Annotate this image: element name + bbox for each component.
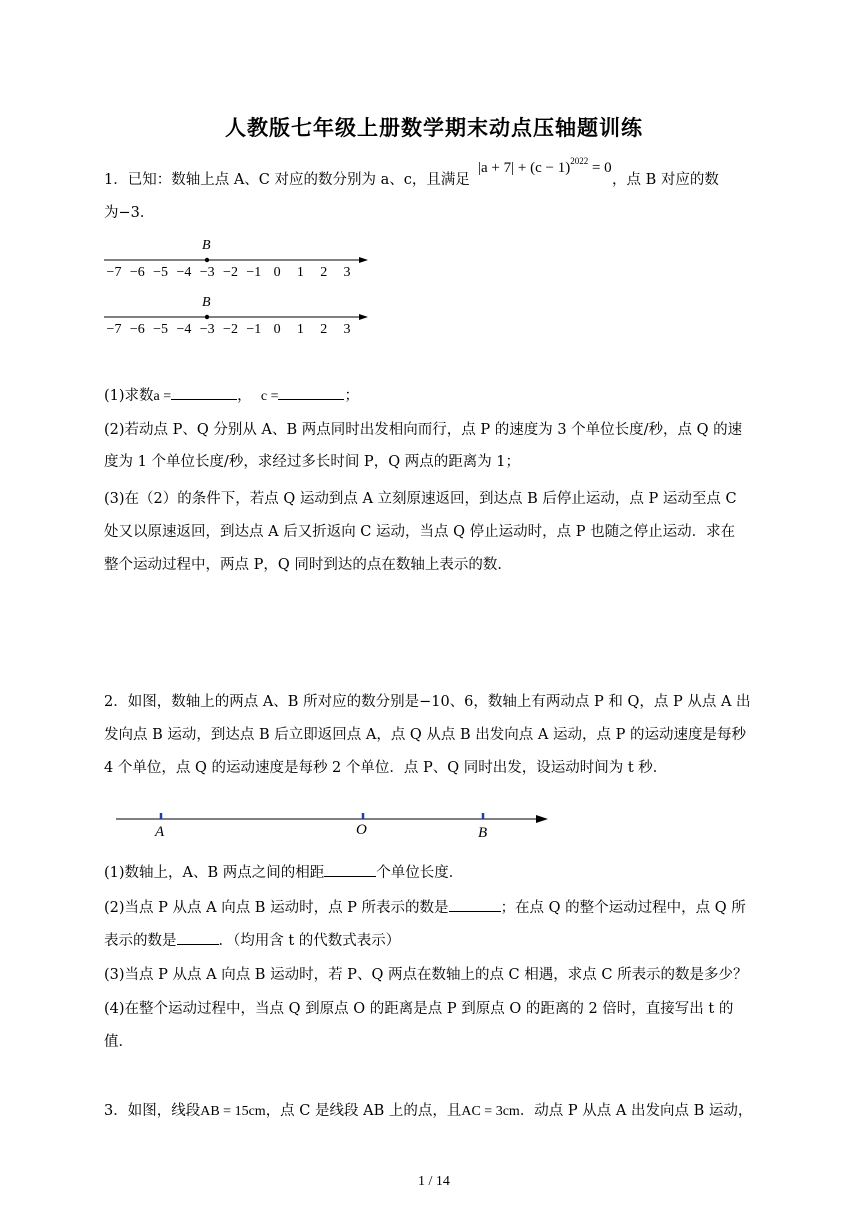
- q1-stem-b: ，点 B 对应的数: [612, 172, 719, 188]
- answer-blank-distance[interactable]: [324, 862, 376, 877]
- answer-blank-c[interactable]: [278, 385, 344, 400]
- tick-label: 3: [343, 265, 351, 280]
- answer-blank-a[interactable]: [171, 385, 237, 400]
- q2-part2-line1: [104, 897, 764, 918]
- tick-label: −7: [106, 322, 122, 337]
- q1-part1: (1)求数a = ， c = ；: [104, 385, 764, 407]
- q3-stem: [104, 1101, 764, 1122]
- q1-eq-exp: 2022: [570, 156, 589, 166]
- q1-part3-line1: (3)在（2）的条件下，若点 Q 运动到点 A 立刻原速返回，到达点 B 后停止运动，点 P 运动至点 C: [104, 491, 737, 507]
- tick-labels: [107, 265, 351, 280]
- q1-p1-c: c =: [260, 389, 279, 404]
- tick-label: −1: [246, 322, 262, 337]
- q2-p2-text2: 表示的数是: [104, 933, 177, 949]
- q2-stem-line1: 2．如图，数轴上的两点 A、B 所对应的数分别是−10、6，数轴上有两动点 P 和 Q，点 P 从点 A 出: [104, 694, 751, 710]
- q2-part4-line2: 值．: [104, 1034, 133, 1050]
- tick-label: −6: [129, 322, 145, 337]
- page-number: 1 / 14: [418, 1174, 450, 1189]
- q1-p1-a: a =: [153, 389, 172, 404]
- label-o: O: [356, 822, 367, 838]
- point-b-label: B: [202, 295, 211, 310]
- q1-eq-left: |a + 7| + (c − 1): [478, 160, 571, 176]
- q1-part3-line2: 处又以原速返回，到达点 A 后又折返向 C 运动，当点 Q 停止运动时，点 P 也随之停止运动．求在: [104, 524, 736, 540]
- answer-blank-p-expression[interactable]: [449, 897, 501, 912]
- q1-equation: [478, 156, 612, 177]
- tick-label: −1: [246, 265, 262, 280]
- q2-p1-text: (1)数轴上，A、B 两点之间的相距: [104, 865, 325, 881]
- tick-label: −6: [129, 265, 145, 280]
- point-b-label: B: [202, 238, 211, 253]
- answer-blank-q-expression[interactable]: [177, 930, 219, 945]
- q1-part3-line3: 整个运动过程中，两点 P，Q 同时到达的点在数轴上表示的数．: [104, 557, 512, 573]
- tick-label: −5: [153, 265, 169, 280]
- q2-p1-end: 个单位长度．: [376, 865, 464, 881]
- tick-label: −7: [106, 265, 122, 280]
- q1-p1-end: ；: [344, 388, 359, 404]
- tick-label: 2: [320, 322, 328, 337]
- tick-label: 0: [273, 265, 281, 280]
- tick-labels: [107, 322, 351, 337]
- q3-text-c: ．动点 P 从点 A 出发向点 B 运动，: [519, 1103, 753, 1119]
- q3-text-a: 3．如图，线段: [104, 1103, 201, 1119]
- tick-label: −2: [223, 322, 238, 337]
- q2-stem-line3: 4 个单位，点 Q 的运动速度是每秒 2 个单位．点 P、Q 同时出发，设运动时间为 t 秒．: [104, 760, 668, 776]
- q3-ab: AB = 15cm: [200, 1104, 266, 1119]
- tick-label: −4: [176, 322, 192, 337]
- tick-label: 0: [273, 322, 281, 337]
- q2-part1: [104, 862, 764, 883]
- tick-label: −3: [199, 322, 215, 337]
- tick-label: 1: [296, 322, 304, 337]
- q1-stem-a: 1．已知：数轴上点 A、C 对应的数分别为 a、c，且满足: [104, 172, 470, 188]
- point-b-dot: [205, 315, 209, 319]
- q1-stem-c: 为−3．: [104, 205, 155, 221]
- q2-number-line: [112, 800, 562, 844]
- tick-label: −5: [153, 322, 169, 337]
- q2-part3: (3)当点 P 从点 A 向点 B 运动时，若 P、Q 两点在数轴上的点 C 相遇，求点 C 所表示的数是多少？: [104, 967, 748, 983]
- q1-part2-line2: 度为 1 个单位长度/秒，求经过多长时间 P，Q 两点的距离为 1；: [104, 454, 521, 470]
- q2-p2-mid: ；在点 Q 的整个运动过程中，点 Q 所: [500, 900, 746, 916]
- page-title: 人教版七年级上册数学期末动点压轴题训练: [225, 115, 643, 140]
- tick-label: −3: [199, 265, 215, 280]
- tick-label: −4: [176, 265, 192, 280]
- q2-part2-line2: [104, 930, 764, 951]
- q1-eq-right: = 0: [588, 160, 612, 176]
- tick-label: 1: [296, 265, 304, 280]
- q2-p2-text: (2)当点 P 从点 A 向点 B 运动时，点 P 所表示的数是: [104, 900, 449, 916]
- q1-number-line-2: [100, 289, 380, 339]
- q2-part4-line1: (4)在整个运动过程中，当点 Q 到原点 O 的距离是点 P 到原点 O 的距离的 2 倍时，直接写出 t 的: [104, 1001, 734, 1017]
- point-b-dot: [205, 258, 209, 262]
- q2-stem-line2: 发向点 B 运动，到达点 B 后立即返回点 A，点 Q 从点 B 出发向点 A 运动，点 P 的运动速度是每秒: [104, 727, 746, 743]
- q1-p1-text: (1)求数: [104, 388, 154, 404]
- label-a: A: [155, 824, 165, 840]
- q3-text-b: ，点 C 是线段 AB 上的点，且: [265, 1103, 462, 1119]
- tick-label: 3: [343, 322, 351, 337]
- q2-p2-end: ．（均用含 t 的代数式表示）: [218, 933, 401, 949]
- q1-number-line-1: [100, 232, 380, 282]
- tick-label: 2: [320, 265, 328, 280]
- q1-part2-line1: (2)若动点 P、Q 分别从 A、B 两点同时出发相向而行，点 P 的速度为 3 个单位长度/秒，点 Q 的速: [104, 422, 743, 438]
- tick-label: −2: [223, 265, 238, 280]
- q3-ac: AC = 3cm: [461, 1104, 520, 1119]
- label-b: B: [478, 825, 488, 841]
